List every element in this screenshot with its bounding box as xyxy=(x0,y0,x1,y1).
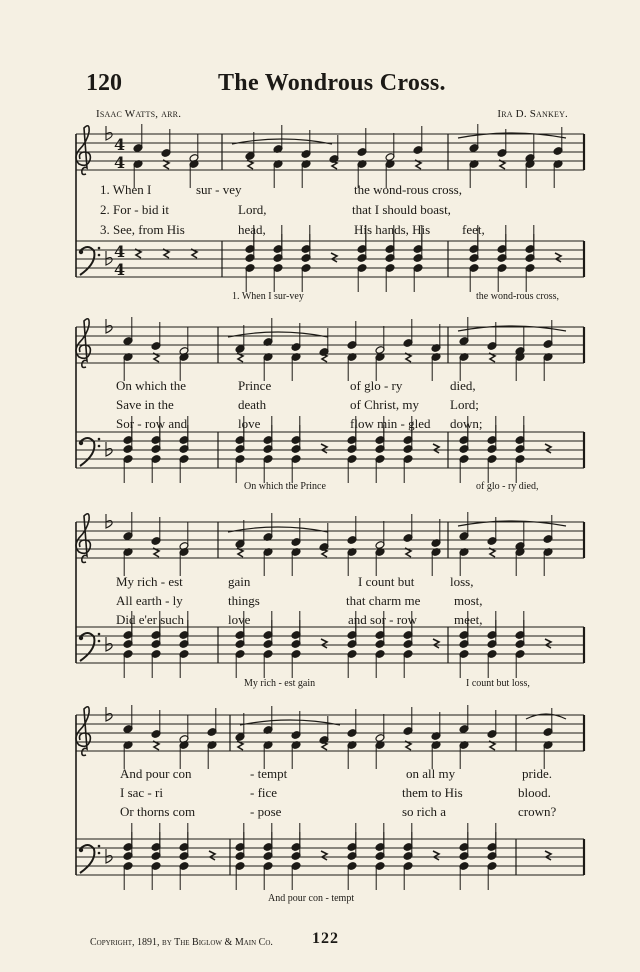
lyric-syllable: the wond-rous cross, xyxy=(354,182,462,197)
lyric-syllable: so rich a xyxy=(402,804,447,819)
bass-lyric: My rich - est gain xyxy=(244,678,316,689)
bass-clef-dot xyxy=(98,247,101,250)
lyric-syllable: crown? xyxy=(518,804,557,819)
flat-sign xyxy=(106,319,112,333)
lyric-syllable: Did e'er such xyxy=(116,612,185,627)
lyric-syllable: loss, xyxy=(450,574,474,589)
verse-line xyxy=(116,593,586,610)
lyric-syllable: I count but xyxy=(358,574,415,589)
music-credit: Ira D. Sankey. xyxy=(497,108,568,120)
bass-clef-dot xyxy=(98,633,101,636)
bass-lyric: And pour con - tempt xyxy=(268,893,355,904)
bass-clef-dot xyxy=(98,254,101,257)
verse-line xyxy=(120,785,570,802)
flat-sign xyxy=(106,637,112,651)
bass-lyric: 1. When I sur-vey xyxy=(232,291,304,302)
rest-symbol xyxy=(545,639,551,648)
flat-sign xyxy=(106,707,112,721)
rest-symbol xyxy=(331,253,337,262)
lyric-syllable: Prince xyxy=(238,378,272,393)
lyric-syllable: sur - vey xyxy=(196,182,242,197)
flat-sign xyxy=(106,251,112,265)
verse-line xyxy=(116,574,586,591)
rest-symbol xyxy=(209,851,215,860)
lyric-syllable: His hands, His xyxy=(354,222,431,237)
bass-clef-dot xyxy=(79,636,83,640)
verse-line xyxy=(120,804,570,821)
bass-lyric: of glo - ry died, xyxy=(476,481,539,492)
bass-lyric: On which the Prince xyxy=(244,481,326,492)
lyric-syllable: gain xyxy=(228,574,251,589)
lyric-syllable: - tempt xyxy=(250,766,288,781)
verse-line xyxy=(120,766,570,783)
lyric-syllable: feet, xyxy=(462,222,485,237)
lyric-syllable: died, xyxy=(450,378,476,393)
time-signature: 4 xyxy=(114,135,126,154)
lyric-syllable: things xyxy=(228,593,260,608)
lyric-syllable: - pose xyxy=(250,804,282,819)
hymn-title: The Wondrous Cross. xyxy=(218,70,446,96)
lyric-syllable: And pour con xyxy=(120,766,192,781)
lyric-syllable: Or thorns com xyxy=(120,804,196,819)
verse-line xyxy=(116,378,586,395)
bass-clef-dot xyxy=(98,640,101,643)
lyric-syllable: blood. xyxy=(518,785,551,800)
lyric-syllable: of glo - ry xyxy=(350,378,403,393)
lyric-syllable: My rich - est xyxy=(116,574,183,589)
time-signature: 4 xyxy=(114,153,126,172)
verse-line xyxy=(116,416,586,433)
lyric-syllable: most, xyxy=(454,593,483,608)
page-number: 122 xyxy=(312,930,339,947)
lyric-syllable: of Christ, my xyxy=(350,397,419,412)
rest-symbol xyxy=(545,444,551,453)
lyric-syllable: down; xyxy=(450,416,483,431)
bass-lyric: the wond-rous cross, xyxy=(476,291,560,302)
lyric-syllable: love xyxy=(238,416,261,431)
lyric-syllable: Lord, xyxy=(238,202,267,217)
lyric-syllable: - fice xyxy=(250,785,278,800)
lyric-syllable: that I should boast, xyxy=(352,202,451,217)
flat-sign xyxy=(106,126,112,140)
lyric-syllable: meet, xyxy=(454,612,483,627)
words-credit: Isaac Watts, arr. xyxy=(96,108,182,120)
time-signature: 4 xyxy=(114,260,126,279)
rest-symbol xyxy=(433,851,439,860)
lyric-syllable: and sor - row xyxy=(348,612,417,627)
lyric-syllable: Lord; xyxy=(450,397,479,412)
copyright-notice: Copyright, 1891, by The Biglow & Main Co. xyxy=(90,937,273,948)
lyric-syllable: flow min - gled xyxy=(350,416,431,431)
verse-line xyxy=(100,202,580,219)
lyric-syllable: pride. xyxy=(522,766,552,781)
lyric-syllable: Sor - row and xyxy=(116,416,188,431)
flat-sign xyxy=(106,442,112,456)
lyric-syllable: that charm me xyxy=(346,593,421,608)
lyric-syllable: 3. See, from His xyxy=(100,222,185,237)
lyric-syllable: them to His xyxy=(402,785,463,800)
flat-sign xyxy=(106,514,112,528)
bass-clef-dot xyxy=(98,845,101,848)
bass-clef-dot xyxy=(79,250,83,254)
lyric-syllable: love xyxy=(228,612,251,627)
treble-clef xyxy=(76,707,90,756)
lyric-syllable: I sac - ri xyxy=(120,785,163,800)
rest-symbol xyxy=(433,639,439,648)
rest-symbol xyxy=(321,851,327,860)
bass-clef-dot xyxy=(98,445,101,448)
bass-clef-dot xyxy=(98,852,101,855)
treble-clef xyxy=(76,126,90,175)
lyric-syllable: head, xyxy=(238,222,266,237)
time-signature: 4 xyxy=(114,242,126,261)
lyric-syllable: Save in the xyxy=(116,397,174,412)
bass-lyric: I count but loss, xyxy=(466,678,530,689)
rest-symbol xyxy=(321,639,327,648)
bass-clef-dot xyxy=(98,438,101,441)
lyric-syllable: death xyxy=(238,397,267,412)
lyric-syllable: on all my xyxy=(406,766,456,781)
rest-symbol xyxy=(321,444,327,453)
lyric-syllable: All earth - ly xyxy=(116,593,183,608)
bass-clef-dot xyxy=(79,441,83,445)
rest-symbol xyxy=(555,253,561,262)
treble-clef xyxy=(76,319,90,368)
verse-line xyxy=(116,397,586,414)
flat-sign xyxy=(106,849,112,863)
treble-clef xyxy=(76,514,90,563)
verse-line xyxy=(100,222,580,239)
lyric-syllable: On which the xyxy=(116,378,187,393)
verse-line xyxy=(100,182,580,199)
lyric-syllable: 1. When I xyxy=(100,182,152,197)
lyric-syllable: 2. For - bid it xyxy=(100,202,169,217)
rest-symbol xyxy=(433,444,439,453)
verse-line xyxy=(116,612,586,629)
rest-symbol xyxy=(545,851,551,860)
bass-clef-dot xyxy=(79,848,83,852)
hymn-number: 120 xyxy=(86,70,122,96)
